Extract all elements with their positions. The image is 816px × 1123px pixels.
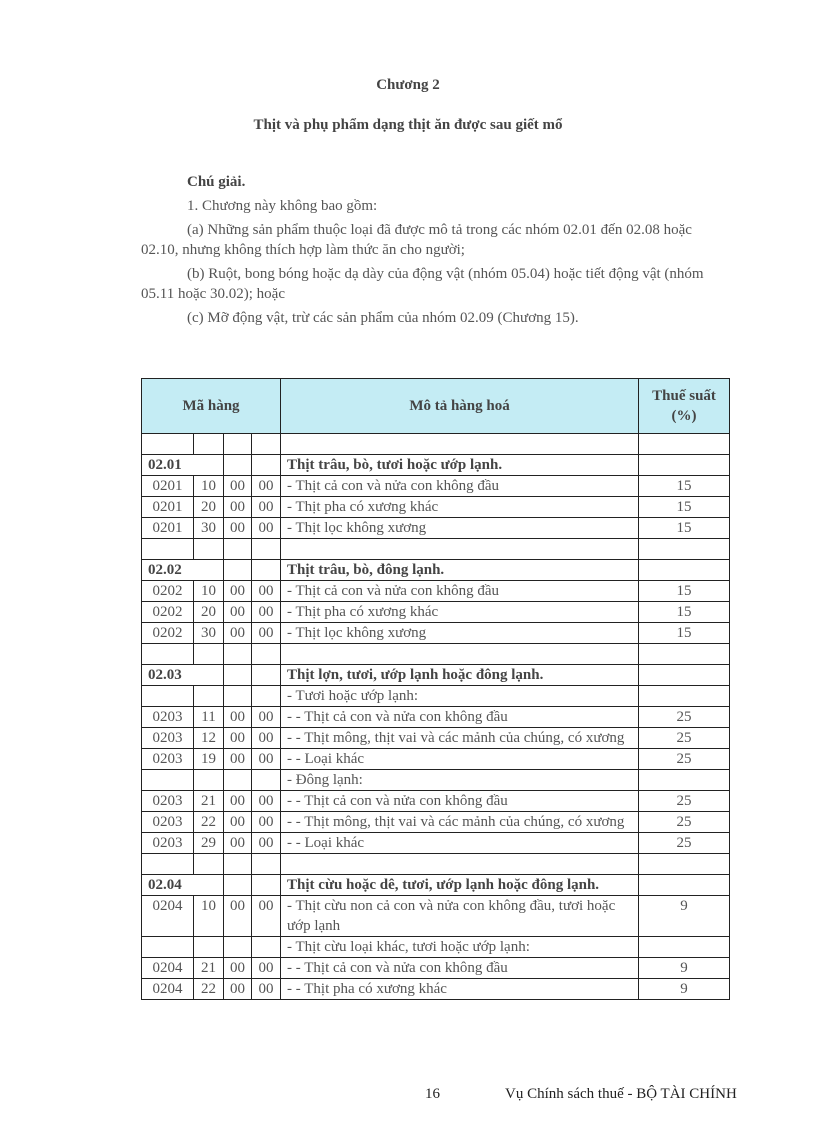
page-number: 16 <box>425 1086 440 1102</box>
tax-rate: 15 <box>639 518 730 539</box>
heading-code: 02.02 <box>142 560 224 581</box>
code-heading: 0203 <box>142 791 194 812</box>
empty-cell <box>194 686 224 707</box>
heading-code: 02.04 <box>142 875 224 896</box>
code-part3: 00 <box>224 581 252 602</box>
header-description: Mô tả hàng hoá <box>281 379 639 434</box>
empty-cell <box>281 644 639 665</box>
footer-source: Vụ Chính sách thuế - BỘ TÀI CHÍNH <box>505 1086 737 1102</box>
item-description: - Thịt cả con và nửa con không đầu <box>281 581 639 602</box>
empty-cell <box>224 875 252 896</box>
tax-rate: 25 <box>639 749 730 770</box>
table-row <box>142 497 730 518</box>
code-heading: 0201 <box>142 518 194 539</box>
item-description: - - Loại khác <box>281 833 639 854</box>
table-row <box>142 707 730 728</box>
subheading-row <box>142 686 730 707</box>
table-row <box>142 518 730 539</box>
code-subheading: 20 <box>194 497 224 518</box>
code-part4: 00 <box>252 979 281 1000</box>
code-subheading: 22 <box>194 979 224 1000</box>
empty-cell <box>281 539 639 560</box>
code-heading: 0202 <box>142 581 194 602</box>
empty-cell <box>224 686 252 707</box>
table-header-row <box>142 379 730 434</box>
subheading-row <box>142 770 730 791</box>
notes-heading: Chú giải. <box>187 174 246 190</box>
tax-rate: 15 <box>639 476 730 497</box>
code-subheading: 20 <box>194 602 224 623</box>
empty-cell <box>281 434 639 455</box>
code-part4: 00 <box>252 833 281 854</box>
chapter-subtitle: Thịt và phụ phẩm dạng thịt ăn được sau giết mổ <box>253 117 563 133</box>
empty-cell <box>639 854 730 875</box>
table-row <box>142 791 730 812</box>
empty-cell <box>142 937 194 958</box>
tariff-table <box>141 378 730 1000</box>
item-description: - Thịt lọc không xương <box>281 518 639 539</box>
code-subheading: 21 <box>194 958 224 979</box>
code-part4: 00 <box>252 791 281 812</box>
empty-cell <box>224 539 252 560</box>
empty-cell <box>639 455 730 476</box>
code-heading: 0203 <box>142 833 194 854</box>
code-part3: 00 <box>224 623 252 644</box>
code-subheading: 30 <box>194 518 224 539</box>
empty-cell <box>224 854 252 875</box>
item-description: - - Thịt cả con và nửa con không đầu <box>281 791 639 812</box>
code-subheading: 12 <box>194 728 224 749</box>
empty-cell <box>224 937 252 958</box>
chapter-notes <box>141 172 726 332</box>
table-row <box>142 476 730 497</box>
header-tax-rate: Thuế suất (%) <box>639 379 730 434</box>
empty-cell <box>142 434 194 455</box>
empty-cell <box>252 560 281 581</box>
chapter-title: Chương 2 <box>376 77 440 93</box>
spacer-row <box>142 539 730 560</box>
empty-cell <box>224 665 252 686</box>
heading-description: Thịt cừu hoặc dê, tươi, ướp lạnh hoặc đông lạnh. <box>281 875 639 896</box>
tax-rate: 25 <box>639 707 730 728</box>
code-subheading: 22 <box>194 812 224 833</box>
code-part3: 00 <box>224 833 252 854</box>
code-part4: 00 <box>252 812 281 833</box>
empty-cell <box>252 434 281 455</box>
table-row <box>142 581 730 602</box>
code-part4: 00 <box>252 476 281 497</box>
code-part4: 00 <box>252 518 281 539</box>
tax-rate: 15 <box>639 581 730 602</box>
tax-rate: 25 <box>639 812 730 833</box>
code-part3: 00 <box>224 749 252 770</box>
item-description: - Thịt pha có xương khác <box>281 602 639 623</box>
empty-cell <box>252 875 281 896</box>
code-subheading: 29 <box>194 833 224 854</box>
empty-cell <box>224 770 252 791</box>
table-row <box>142 602 730 623</box>
code-subheading: 10 <box>194 896 224 937</box>
code-part4: 00 <box>252 958 281 979</box>
subheading-description: - Tươi hoặc ướp lạnh: <box>281 686 639 707</box>
note-1a: (a) Những sản phẩm thuộc loại đã được mô tả trong các nhóm 02.01 đến 02.08 hoặc 02.10, nhưng không thích hợp làm thức ăn cho người; <box>141 222 692 258</box>
table-row <box>142 749 730 770</box>
tax-rate: 15 <box>639 602 730 623</box>
empty-cell <box>194 434 224 455</box>
empty-cell <box>142 854 194 875</box>
item-description: - Thịt lọc không xương <box>281 623 639 644</box>
note-1c: (c) Mỡ động vật, trừ các sản phẩm của nhóm 02.09 (Chương 15). <box>187 310 579 326</box>
tax-rate: 15 <box>639 497 730 518</box>
spacer-row <box>142 854 730 875</box>
empty-cell <box>252 686 281 707</box>
table-row <box>142 812 730 833</box>
code-heading: 0201 <box>142 476 194 497</box>
item-description: - Thịt cừu non cả con và nửa con không đầu, tươi hoặc ướp lạnh <box>281 896 639 937</box>
empty-cell <box>224 644 252 665</box>
tax-rate: 15 <box>639 623 730 644</box>
empty-cell <box>142 644 194 665</box>
code-heading: 0203 <box>142 749 194 770</box>
code-part4: 00 <box>252 707 281 728</box>
table-row <box>142 623 730 644</box>
code-heading: 0203 <box>142 728 194 749</box>
tax-rate: 25 <box>639 728 730 749</box>
empty-cell <box>639 434 730 455</box>
item-description: - - Thịt cả con và nửa con không đầu <box>281 958 639 979</box>
code-part3: 00 <box>224 497 252 518</box>
empty-cell <box>639 539 730 560</box>
empty-cell <box>252 770 281 791</box>
heading-code: 02.01 <box>142 455 224 476</box>
tax-rate: 9 <box>639 958 730 979</box>
code-heading: 0204 <box>142 958 194 979</box>
empty-cell <box>252 455 281 476</box>
empty-cell <box>252 644 281 665</box>
item-description: - - Thịt pha có xương khác <box>281 979 639 1000</box>
empty-cell <box>281 854 639 875</box>
empty-cell <box>639 770 730 791</box>
code-subheading: 19 <box>194 749 224 770</box>
empty-cell <box>639 644 730 665</box>
code-heading: 0202 <box>142 623 194 644</box>
subheading-description: - Thịt cừu loại khác, tươi hoặc ướp lạnh: <box>281 937 639 958</box>
header-code: Mã hàng <box>142 379 281 434</box>
subheading-row <box>142 937 730 958</box>
heading-code: 02.03 <box>142 665 224 686</box>
note-1: 1. Chương này không bao gồm: <box>187 198 378 214</box>
table-row <box>142 958 730 979</box>
empty-cell <box>639 937 730 958</box>
code-heading: 0203 <box>142 707 194 728</box>
empty-cell <box>194 644 224 665</box>
tax-rate: 25 <box>639 833 730 854</box>
subheading-description: - Đông lạnh: <box>281 770 639 791</box>
empty-cell <box>142 539 194 560</box>
heading-description: Thịt trâu, bò, đông lạnh. <box>281 560 639 581</box>
code-part3: 00 <box>224 791 252 812</box>
code-part4: 00 <box>252 497 281 518</box>
empty-cell <box>224 455 252 476</box>
empty-cell <box>639 686 730 707</box>
code-part3: 00 <box>224 602 252 623</box>
tax-rate: 9 <box>639 979 730 1000</box>
code-part3: 00 <box>224 812 252 833</box>
tax-rate: 25 <box>639 791 730 812</box>
code-part4: 00 <box>252 581 281 602</box>
code-heading: 0204 <box>142 979 194 1000</box>
table-row <box>142 833 730 854</box>
empty-cell <box>194 539 224 560</box>
code-subheading: 30 <box>194 623 224 644</box>
empty-cell <box>639 560 730 581</box>
code-subheading: 21 <box>194 791 224 812</box>
empty-cell <box>252 854 281 875</box>
code-part3: 00 <box>224 707 252 728</box>
code-part3: 00 <box>224 979 252 1000</box>
code-part4: 00 <box>252 749 281 770</box>
table-row <box>142 728 730 749</box>
code-heading: 0202 <box>142 602 194 623</box>
code-part3: 00 <box>224 476 252 497</box>
note-1b: (b) Ruột, bong bóng hoặc dạ dày của động vật (nhóm 05.04) hoặc tiết động vật (nhóm 05.11 hoặc 30.02); hoặc <box>141 266 704 302</box>
item-description: - Thịt cả con và nửa con không đầu <box>281 476 639 497</box>
heading-description: Thịt trâu, bò, tươi hoặc ướp lạnh. <box>281 455 639 476</box>
spacer-row <box>142 644 730 665</box>
code-heading: 0203 <box>142 812 194 833</box>
empty-cell <box>194 937 224 958</box>
heading-row <box>142 665 730 686</box>
empty-cell <box>252 937 281 958</box>
item-description: - - Loại khác <box>281 749 639 770</box>
item-description: - - Thịt mông, thịt vai và các mảnh của chúng, có xương <box>281 812 639 833</box>
code-part4: 00 <box>252 623 281 644</box>
item-description: - - Thịt cả con và nửa con không đầu <box>281 707 639 728</box>
empty-cell <box>252 665 281 686</box>
code-heading: 0204 <box>142 896 194 937</box>
heading-row <box>142 875 730 896</box>
code-subheading: 10 <box>194 476 224 497</box>
code-part3: 00 <box>224 958 252 979</box>
code-part3: 00 <box>224 728 252 749</box>
empty-cell <box>639 665 730 686</box>
code-part3: 00 <box>224 896 252 937</box>
heading-row <box>142 560 730 581</box>
code-part4: 00 <box>252 896 281 937</box>
spacer-row <box>142 434 730 455</box>
empty-cell <box>194 854 224 875</box>
empty-cell <box>142 770 194 791</box>
code-heading: 0201 <box>142 497 194 518</box>
item-description: - Thịt pha có xương khác <box>281 497 639 518</box>
item-description: - - Thịt mông, thịt vai và các mảnh của chúng, có xương <box>281 728 639 749</box>
code-part4: 00 <box>252 602 281 623</box>
code-part4: 00 <box>252 728 281 749</box>
heading-row <box>142 455 730 476</box>
heading-description: Thịt lợn, tươi, ướp lạnh hoặc đông lạnh. <box>281 665 639 686</box>
code-subheading: 10 <box>194 581 224 602</box>
empty-cell <box>224 560 252 581</box>
table-row <box>142 979 730 1000</box>
empty-cell <box>142 686 194 707</box>
empty-cell <box>224 434 252 455</box>
table-row <box>142 896 730 937</box>
code-subheading: 11 <box>194 707 224 728</box>
empty-cell <box>194 770 224 791</box>
empty-cell <box>252 539 281 560</box>
empty-cell <box>639 875 730 896</box>
tax-rate: 9 <box>639 896 730 937</box>
code-part3: 00 <box>224 518 252 539</box>
